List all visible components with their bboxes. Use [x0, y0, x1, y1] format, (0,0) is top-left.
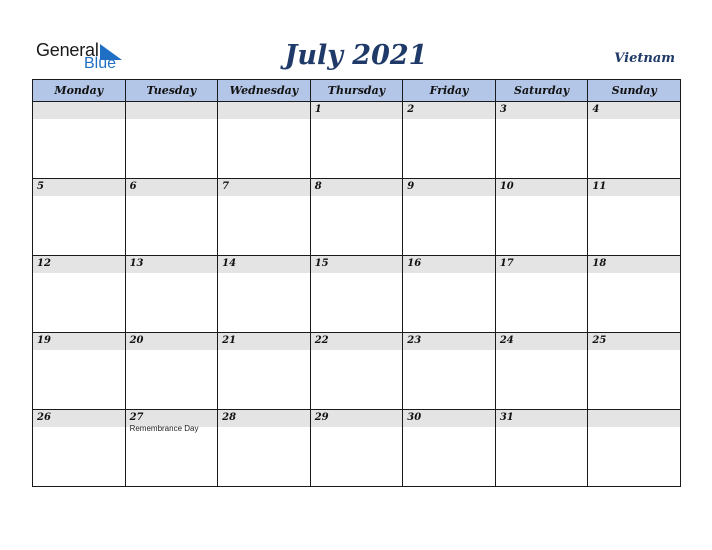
day-cell — [218, 333, 311, 410]
calendar-title: July 2021 — [284, 40, 428, 71]
day-header-bar — [588, 410, 680, 427]
day-header-bar — [311, 256, 403, 273]
day-number: 9 — [407, 181, 415, 192]
day-header-bar — [126, 333, 218, 350]
day-number: 30 — [407, 412, 422, 423]
day-cell — [588, 102, 681, 179]
day-header-bar — [311, 333, 403, 350]
week-row — [33, 102, 681, 179]
day-number: 20 — [129, 335, 144, 346]
day-number: 14 — [222, 258, 237, 269]
day-cell — [310, 333, 403, 410]
empty-day-cell — [125, 102, 218, 179]
day-number: 4 — [592, 104, 600, 115]
day-cell — [495, 102, 588, 179]
holiday-event: Remembrance Day — [129, 424, 199, 433]
day-cell — [310, 410, 403, 487]
country-label: Vietnam — [614, 51, 675, 66]
day-number: 2 — [407, 104, 415, 115]
day-cell — [33, 256, 126, 333]
day-header-bar — [218, 179, 310, 196]
day-header-bar — [496, 179, 588, 196]
day-header-bar — [33, 410, 125, 427]
day-cell — [588, 256, 681, 333]
day-header-bar — [218, 333, 310, 350]
day-number: 3 — [499, 104, 507, 115]
day-header-bar — [496, 410, 588, 427]
weekday-header: Friday — [403, 80, 496, 102]
day-number: 15 — [314, 258, 329, 269]
day-number: 21 — [222, 335, 237, 346]
day-cell — [403, 256, 496, 333]
day-number: 17 — [499, 258, 514, 269]
weekday-header: Wednesday — [218, 80, 311, 102]
day-header-bar — [218, 410, 310, 427]
day-header-bar — [588, 179, 680, 196]
day-header-bar — [33, 102, 125, 119]
week-row — [33, 333, 681, 410]
weekday-header: Tuesday — [125, 80, 218, 102]
day-header-bar — [588, 256, 680, 273]
day-cell — [495, 256, 588, 333]
day-cell — [125, 333, 218, 410]
day-cell — [310, 102, 403, 179]
day-number: 11 — [592, 181, 607, 192]
day-cell — [310, 179, 403, 256]
day-cell — [218, 256, 311, 333]
day-number: 25 — [592, 335, 607, 346]
day-header-bar — [496, 333, 588, 350]
day-header-bar — [496, 256, 588, 273]
weekday-header-row — [33, 80, 681, 102]
day-cell — [125, 256, 218, 333]
day-number: 8 — [314, 181, 322, 192]
day-cell — [310, 256, 403, 333]
calendar-grid — [32, 79, 681, 487]
day-number: 23 — [407, 335, 422, 346]
day-header-bar — [311, 410, 403, 427]
day-cell — [33, 179, 126, 256]
day-cell — [588, 179, 681, 256]
day-cell — [125, 179, 218, 256]
day-number: 31 — [499, 412, 514, 423]
day-number: 10 — [499, 181, 514, 192]
weekday-header: Saturday — [495, 80, 588, 102]
weekday-header: Sunday — [588, 80, 681, 102]
day-header-bar — [403, 102, 495, 119]
day-header-bar — [403, 333, 495, 350]
day-cell — [403, 179, 496, 256]
day-number: 22 — [314, 335, 329, 346]
day-header-bar — [126, 179, 218, 196]
day-header-bar — [588, 102, 680, 119]
logo-text-general: General — [36, 40, 99, 60]
day-number: 27 — [129, 412, 144, 423]
day-header-bar — [311, 102, 403, 119]
day-cell — [218, 410, 311, 487]
day-number: 1 — [314, 104, 322, 115]
empty-day-cell — [218, 102, 311, 179]
day-header-bar — [218, 102, 310, 119]
day-header-bar — [126, 256, 218, 273]
day-number: 19 — [37, 335, 51, 346]
day-header-bar — [218, 256, 310, 273]
day-header-bar — [403, 410, 495, 427]
day-cell — [33, 333, 126, 410]
day-cell — [588, 333, 681, 410]
empty-day-cell — [588, 410, 681, 487]
day-number: 16 — [407, 258, 422, 269]
day-cell — [218, 179, 311, 256]
weekday-header: Thursday — [310, 80, 403, 102]
day-number: 6 — [129, 181, 137, 192]
day-cell — [125, 410, 218, 487]
weekday-header: Monday — [33, 80, 126, 102]
week-row — [33, 410, 681, 487]
week-row — [33, 256, 681, 333]
day-cell — [495, 410, 588, 487]
day-number: 5 — [37, 181, 44, 192]
day-cell — [403, 410, 496, 487]
day-number: 18 — [592, 258, 607, 269]
day-cell — [495, 333, 588, 410]
day-number: 12 — [37, 258, 51, 269]
day-header-bar — [588, 333, 680, 350]
day-header-bar — [403, 256, 495, 273]
day-number: 7 — [222, 181, 230, 192]
day-header-bar — [33, 179, 125, 196]
empty-day-cell — [33, 102, 126, 179]
day-cell — [403, 333, 496, 410]
week-row — [33, 179, 681, 256]
day-header-bar — [311, 179, 403, 196]
day-header-bar — [403, 179, 495, 196]
day-header-bar — [33, 256, 125, 273]
day-header-bar — [126, 102, 218, 119]
day-number: 24 — [499, 335, 514, 346]
day-cell — [495, 179, 588, 256]
day-cell — [33, 410, 126, 487]
day-number: 13 — [129, 258, 144, 269]
logo-text-blue: Blue — [84, 55, 117, 72]
day-header-bar — [496, 102, 588, 119]
day-cell — [403, 102, 496, 179]
day-number: 26 — [37, 412, 51, 423]
day-header-bar — [33, 333, 125, 350]
day-number: 29 — [314, 412, 329, 423]
day-number: 28 — [222, 412, 237, 423]
